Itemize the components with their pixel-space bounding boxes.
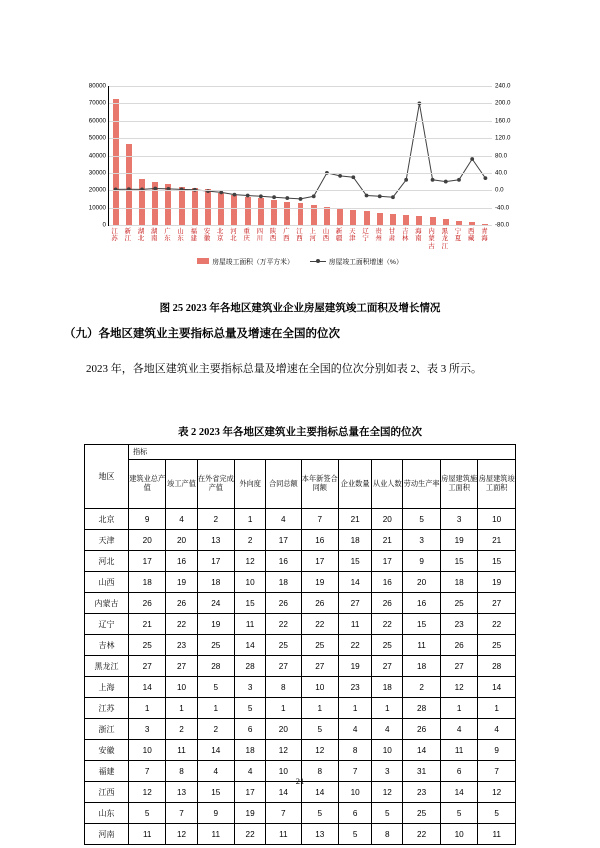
table-cell-value: 26 [301,593,339,614]
legend-bar-label: 房屋竣工面积（万平方米） [212,259,294,266]
table-cell-value: 5 [197,677,235,698]
table-cell-value: 2 [166,719,197,740]
table-cell-value: 12 [440,677,478,698]
table-cell-value: 8 [372,824,403,845]
chart-x-label: 辽宁 [362,228,369,243]
chart-x-label: 天津 [349,228,356,243]
table-cell-value: 19 [235,803,266,824]
table-cell-value: 11 [128,824,166,845]
table-column-header: 合同总额 [266,460,301,509]
table-cell-value: 15 [440,551,478,572]
table-group-header: 指标 [128,445,515,460]
table-cell-value: 3 [403,530,441,551]
table-cell-value: 18 [128,572,166,593]
table-cell-value: 12 [372,782,403,803]
table-cell-value: 1 [440,698,478,719]
table-cell-value: 18 [235,740,266,761]
table-cell-value: 17 [197,551,235,572]
table-cell-value: 15 [403,614,441,635]
table-column-header: 竣工产值 [166,460,197,509]
table-cell-value: 27 [478,593,516,614]
table-cell-region: 上海 [85,677,129,698]
table-cell-value: 1 [128,698,166,719]
chart-x-label: 贵州 [375,228,382,243]
table-cell-value: 14 [440,782,478,803]
table-cell-value: 16 [372,572,403,593]
table-row [85,803,516,824]
table-cell-value: 14 [235,635,266,656]
table-cell-value: 23 [403,782,441,803]
table-cell-value: 1 [266,698,301,719]
table-cell-value: 3 [128,719,166,740]
table-cell-value: 14 [197,740,235,761]
table-cell-value: 27 [128,656,166,677]
table-row [85,824,516,845]
table-cell-value: 14 [128,677,166,698]
table-cell-value: 18 [440,572,478,593]
table-column-header: 本年新签合同额 [301,460,339,509]
table-row [85,719,516,740]
chart-y-tick-right: 240.0 [495,82,511,90]
chart-gridline [109,138,492,139]
chart-gridline [109,208,492,209]
table-cell-value: 10 [166,677,197,698]
table-cell-value: 18 [197,572,235,593]
chart-legend [64,254,536,268]
legend-item-bar [197,256,294,266]
chart-y-tick-left: 60000 [88,117,106,125]
table-cell-value: 6 [235,719,266,740]
table-cell-value: 22 [372,614,403,635]
table-cell-region: 天津 [85,530,129,551]
table-cell-value: 27 [166,656,197,677]
table-cell-value: 18 [372,677,403,698]
chart-x-label: 江苏 [111,228,118,243]
table-cell-value: 14 [301,782,339,803]
chart-x-label: 北京 [217,228,224,243]
table-cell-value: 20 [166,530,197,551]
table-cell-value: 12 [166,824,197,845]
table-cell-value: 21 [339,509,372,530]
table-cell-value: 12 [235,551,266,572]
table-cell-value: 1 [339,698,372,719]
chart-gridline [109,121,492,122]
table-cell-value: 22 [166,614,197,635]
table-cell-value: 25 [128,635,166,656]
table-cell-value: 7 [166,803,197,824]
chart-x-label: 甘肃 [388,228,396,243]
table-cell-region: 黑龙江 [85,656,129,677]
table-cell-value: 31 [403,761,441,782]
table-cell-value: 17 [372,551,403,572]
table-cell-value: 4 [478,719,516,740]
table-cell-value: 24 [197,593,235,614]
chart-x-label: 宁夏 [454,228,462,243]
table-cell-value: 8 [339,740,372,761]
table-cell-value: 3 [372,761,403,782]
table-cell-value: 14 [339,572,372,593]
table-cell-value: 4 [372,719,403,740]
table-column-header: 劳动生产率 [403,460,441,509]
table-cell-value: 27 [339,593,372,614]
chart-y-tick-right: 200.0 [495,99,511,107]
table-row [85,656,516,677]
table-cell-value: 21 [372,530,403,551]
table-cell-region: 江苏 [85,698,129,719]
table-cell-value: 25 [372,635,403,656]
table-cell-value: 1 [235,509,266,530]
table-cell-value: 5 [372,803,403,824]
table-cell-value: 10 [440,824,478,845]
chart-y-tick-left: 0 [102,221,106,229]
table-cell-value: 22 [403,824,441,845]
table-cell-value: 7 [478,761,516,782]
table-cell-value: 22 [266,614,301,635]
table-cell-value: 7 [128,761,166,782]
table-cell-value: 13 [301,824,339,845]
table-row [85,698,516,719]
table-cell-region: 山东 [85,803,129,824]
table-cell-value: 12 [478,782,516,803]
chart-x-label: 江西 [296,228,303,243]
table-cell-value: 13 [166,782,197,803]
table-cell-value: 27 [440,656,478,677]
chart-gridline [109,190,492,191]
table-cell-value: 28 [478,656,516,677]
table-cell-value: 5 [128,803,166,824]
table-cell-value: 20 [372,509,403,530]
table-cell-value: 26 [372,593,403,614]
table-cell-value: 27 [301,656,339,677]
table-cell-value: 26 [403,719,441,740]
table-cell-value: 1 [166,698,197,719]
table-cell-value: 8 [301,761,339,782]
table-corner-header: 地区 [85,445,129,509]
table-cell-value: 4 [339,719,372,740]
table-cell-value: 23 [440,614,478,635]
chart-x-label: 广东 [164,228,171,243]
table-cell-value: 21 [478,530,516,551]
chart-x-label: 黑龙江 [441,228,448,250]
chart-y-tick-left: 40000 [88,152,106,159]
table-cell-value: 5 [403,509,441,530]
chart-x-label: 内蒙古 [428,228,435,250]
table-cell-value: 2 [197,509,235,530]
table-cell-value: 10 [478,509,516,530]
table-cell-value: 11 [403,635,441,656]
table-cell-region: 辽宁 [85,614,129,635]
chart-x-label: 新江 [124,228,131,243]
chart-y-tick-left: 20000 [88,186,106,194]
table-cell-value: 14 [478,677,516,698]
table-cell-region: 浙江 [85,719,129,740]
table-cell-value: 17 [235,782,266,803]
table-cell-value: 25 [266,635,301,656]
table-cell-value: 19 [166,572,197,593]
table-cell-region: 安徽 [85,740,129,761]
table-column-header: 企业数量 [339,460,372,509]
table-cell-value: 2 [197,719,235,740]
table-cell-value: 19 [440,530,478,551]
chart-x-label: 福建 [190,228,198,243]
table-cell-value: 5 [301,803,339,824]
table-cell-value: 2 [235,530,266,551]
table-cell-value: 11 [339,614,372,635]
table-cell-value: 10 [128,740,166,761]
table-cell-value: 11 [166,740,197,761]
chart-y-tick-right: 120.0 [495,134,511,142]
table-cell-region: 山西 [85,572,129,593]
table-cell-value: 20 [403,572,441,593]
table-cell-value: 19 [478,572,516,593]
table-cell-value: 11 [440,740,478,761]
table-cell-value: 4 [266,509,301,530]
table-column-header: 外向度 [235,460,266,509]
chart-y-tick-left: 30000 [88,169,106,177]
table-cell-value: 11 [266,824,301,845]
table-cell-value: 5 [339,824,372,845]
table-cell-value: 13 [197,530,235,551]
table-cell-region: 吉林 [85,635,129,656]
table-cell-value: 25 [403,803,441,824]
table-column-header-row [85,460,516,509]
chart-x-label: 湖南 [151,228,158,243]
chart-y-tick-right: 80.0 [495,152,508,159]
table-cell-value: 4 [197,761,235,782]
table-cell-value: 19 [197,614,235,635]
table-cell-value: 1 [301,698,339,719]
table-cell-value: 3 [440,509,478,530]
table-cell-value: 9 [478,740,516,761]
table-cell-value: 1 [197,698,235,719]
table-cell-value: 7 [301,509,339,530]
table-row [85,530,516,551]
table-cell-value: 12 [266,740,301,761]
table-cell-value: 16 [403,593,441,614]
table-cell-value: 5 [478,803,516,824]
table-cell-value: 1 [372,698,403,719]
chart-gridline [109,173,492,174]
table-cell-value: 26 [440,635,478,656]
table-cell-value: 10 [301,677,339,698]
table-cell-region: 河北 [85,551,129,572]
table-cell-value: 1 [478,698,516,719]
table-cell-value: 10 [266,761,301,782]
chart-plot-area [88,82,511,229]
table-cell-value: 18 [339,530,372,551]
table-cell-value: 25 [197,635,235,656]
table-column-header: 房屋建筑竣工面积 [478,460,516,509]
table-cell-value: 15 [478,551,516,572]
table-cell-value: 15 [235,593,266,614]
table-cell-value: 10 [235,572,266,593]
table-row [85,593,516,614]
chart-x-label: 青海 [481,228,488,243]
table-cell-value: 26 [166,593,197,614]
table-cell-value: 27 [372,656,403,677]
table-cell-value: 21 [128,614,166,635]
section-heading: （九）各地区建筑业主要指标总量及增速在全国的位次 [64,328,340,340]
chart-y-tick-right: -80.0 [495,221,510,229]
table-cell-value: 5 [301,719,339,740]
table-cell-value: 25 [440,593,478,614]
table-cell-value: 26 [266,593,301,614]
table-cell-value: 4 [166,509,197,530]
table-row [85,551,516,572]
table-cell-value: 16 [166,551,197,572]
chart-gridline [109,156,492,157]
table-cell-value: 25 [301,635,339,656]
chart-x-label: 安徽 [203,228,211,243]
table-cell-value: 25 [478,635,516,656]
table-cell-value: 15 [339,551,372,572]
table-cell-value: 5 [235,698,266,719]
table-cell-value: 4 [440,719,478,740]
table-cell-value: 3 [235,677,266,698]
chart-y-tick-right: -40.0 [495,204,510,212]
table-cell-value: 12 [128,782,166,803]
chart-y-tick-right: 160.0 [495,117,511,125]
table-cell-value: 18 [266,572,301,593]
table-cell-value: 28 [403,698,441,719]
table-row [85,677,516,698]
table-cell-value: 18 [403,656,441,677]
table-cell-value: 23 [339,677,372,698]
chart-x-label: 西藏 [467,228,475,243]
table-cell-value: 14 [266,782,301,803]
table-cell-value: 19 [339,656,372,677]
table-cell-region: 北京 [85,509,129,530]
table-cell-value: 9 [403,551,441,572]
table-cell-value: 7 [266,803,301,824]
table-cell-value: 8 [266,677,301,698]
table-header-group-row [85,445,516,460]
legend-line-swatch [310,258,326,264]
table-cell-value: 23 [166,635,197,656]
table-cell-value: 14 [403,740,441,761]
table-cell-value: 17 [128,551,166,572]
table-cell-value: 10 [339,782,372,803]
table-head [85,445,516,509]
table-column-header: 在外省完成产值 [197,460,235,509]
table-body [85,509,516,845]
figure-25-chart [64,78,536,273]
chart-x-label: 山西 [322,228,330,243]
chart-x-label: 新疆 [335,228,343,243]
table-cell-value: 22 [235,824,266,845]
chart-y-tick-left: 80000 [88,82,106,90]
table-cell-value: 27 [266,656,301,677]
table-cell-region: 内蒙古 [85,593,129,614]
table-column-header: 建筑业总产值 [128,460,166,509]
table-cell-value: 11 [197,824,235,845]
table-cell-value: 11 [235,614,266,635]
table-cell-region: 江西 [85,782,129,803]
table-cell-value: 7 [339,761,372,782]
table-column-header: 从业人数 [372,460,403,509]
chart-x-label: 湖北 [137,228,145,243]
chart-x-label: 吉林 [401,228,409,243]
table-cell-region: 福建 [85,761,129,782]
table-column-header: 房屋建筑施工面积 [440,460,478,509]
chart-x-label: 陕西 [269,228,277,243]
table-cell-value: 20 [266,719,301,740]
table-row [85,614,516,635]
table-cell-value: 10 [372,740,403,761]
chart-x-label: 山东 [177,228,184,243]
legend-line-label: 房屋竣工面积增速（%） [328,259,403,266]
table-cell-value: 4 [235,761,266,782]
table-cell-value: 12 [301,740,339,761]
table-caption: 表 2 2023 年各地区建筑业主要指标总量在全国的位次 [177,427,423,438]
table-cell-value: 28 [235,656,266,677]
chart-y-tick-left: 10000 [88,204,106,212]
table-cell-value: 17 [301,551,339,572]
table-cell-value: 6 [440,761,478,782]
table-cell-value: 28 [197,656,235,677]
table-cell-value: 26 [128,593,166,614]
chart-x-label: 广西 [283,228,290,243]
table-cell-value: 5 [440,803,478,824]
chart-y-tick-left: 70000 [88,99,106,107]
table-cell-value: 9 [197,803,235,824]
table-row [85,509,516,530]
chart-x-label: 海南 [415,228,422,243]
table-cell-value: 22 [478,614,516,635]
table-cell-value: 16 [301,530,339,551]
table-cell-region: 河南 [85,824,129,845]
chart-y-tick-right: 0.0 [495,186,504,194]
legend-bar-swatch [197,258,209,264]
figure-caption: 图 25 2023 年各地区建筑业企业房屋建筑竣工面积及增长情况 [159,303,441,314]
table-row [85,635,516,656]
chart-y-tick-left: 50000 [88,134,106,142]
chart-gridline [109,225,492,226]
table-cell-value: 16 [266,551,301,572]
table-cell-value: 17 [266,530,301,551]
table-cell-value: 9 [128,509,166,530]
body-paragraph: 2023 年，各地区建筑业主要指标总量及增速在全国的位次分别如表 2、表 3 所示。 [86,363,482,375]
table-cell-value: 2 [403,677,441,698]
table-cell-value: 6 [339,803,372,824]
chart-x-label: 河北 [230,228,237,243]
chart-x-label: 重庆 [243,228,250,243]
table-cell-value: 15 [197,782,235,803]
table-cell-value: 11 [478,824,516,845]
chart-gridline [109,86,492,87]
chart-y-tick-right: 40.0 [495,169,508,177]
page-number: 21 [295,776,305,786]
table-row [85,572,516,593]
table-cell-value: 22 [301,614,339,635]
chart-x-label: 四川 [256,228,264,243]
table-cell-value: 22 [339,635,372,656]
chart-x-label: 上河 [309,228,316,243]
legend-item-line [310,256,403,266]
table-cell-value: 20 [128,530,166,551]
table-cell-value: 8 [166,761,197,782]
table-cell-value: 19 [301,572,339,593]
chart-gridline [109,103,492,104]
table-row [85,740,516,761]
